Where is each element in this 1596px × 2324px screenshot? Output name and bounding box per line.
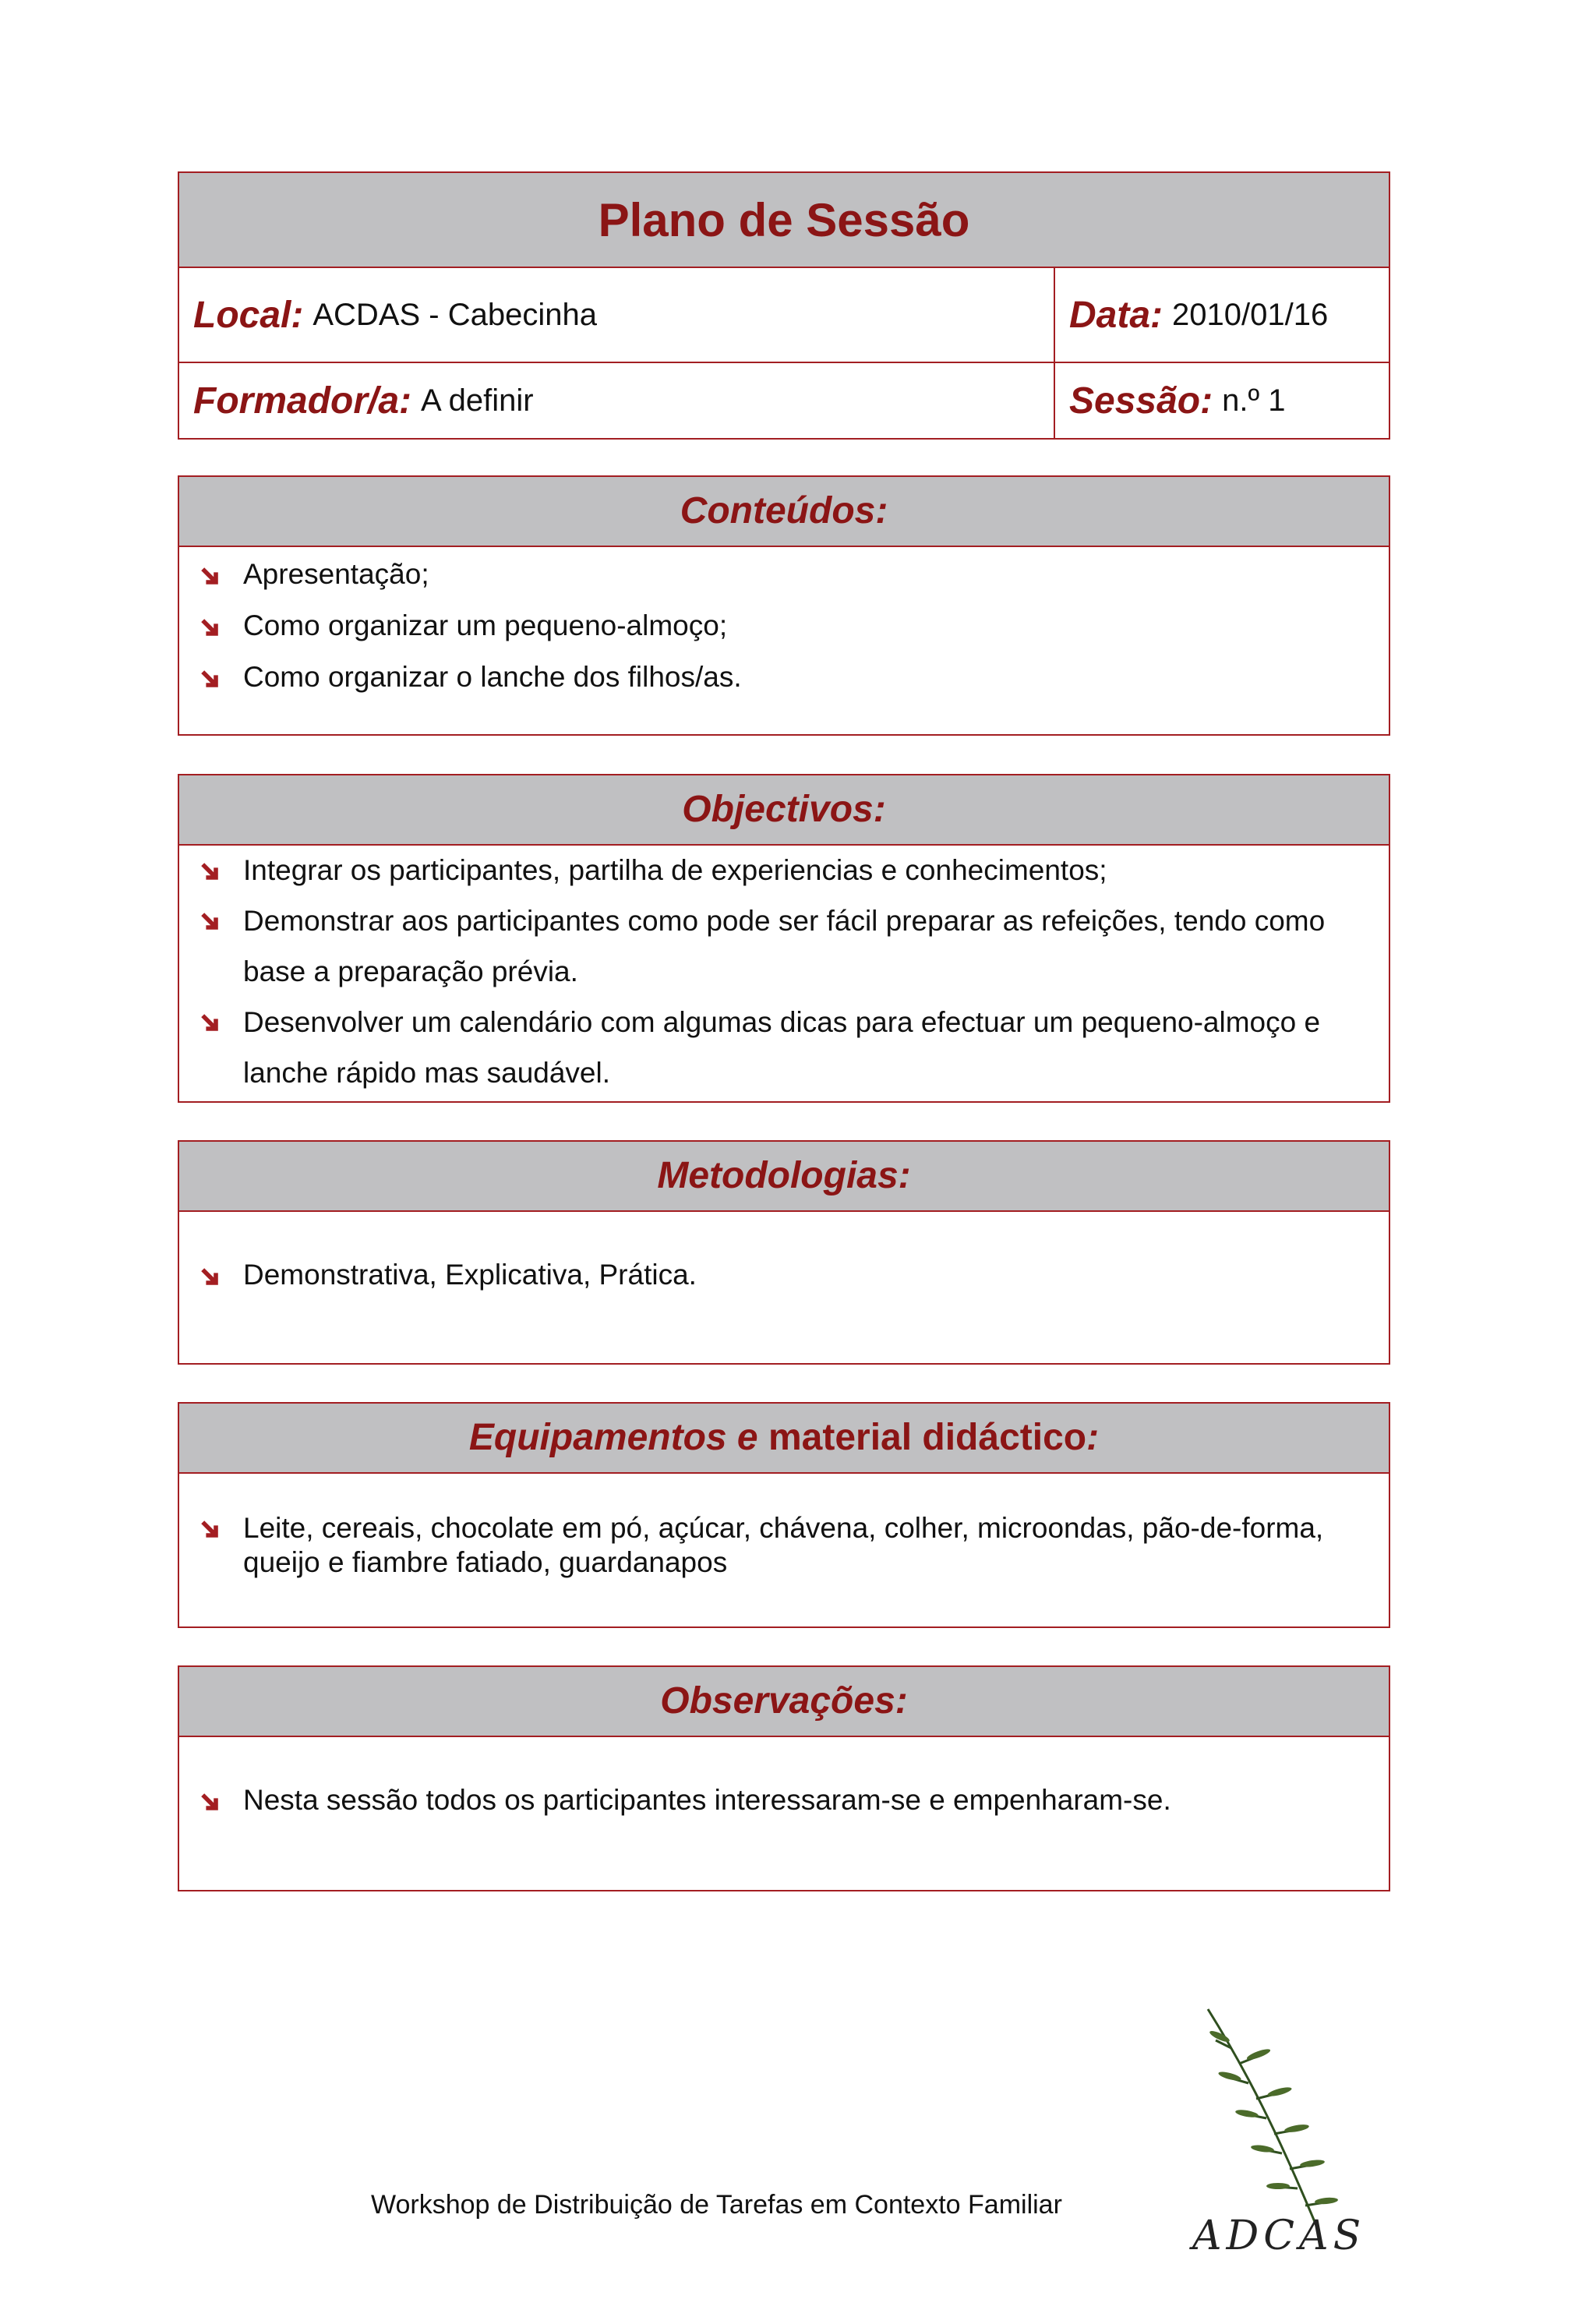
sessao-value: n.º 1 bbox=[1222, 383, 1286, 418]
objectivos-list bbox=[179, 846, 1389, 1098]
arrow-down-right-icon bbox=[200, 1792, 221, 1814]
session-header-table bbox=[178, 171, 1390, 440]
equipamentos-list bbox=[179, 1474, 1389, 1580]
data-label: Data: bbox=[1069, 294, 1163, 336]
logo-text: ADCAS bbox=[1192, 2213, 1366, 2259]
arrow-down-right-icon bbox=[200, 1519, 221, 1541]
sessao-cell bbox=[1055, 363, 1389, 438]
rosemary-branch-icon bbox=[1185, 2001, 1372, 2263]
arrow-down-right-icon bbox=[200, 1012, 221, 1034]
equipamentos-title: Equipamentos e material didáctico: bbox=[179, 1404, 1389, 1474]
list-item: Como organizar o lanche dos filhos/as. bbox=[179, 652, 1389, 703]
list-item: Integrar os participantes, partilha de experiencias e conhecimentos; bbox=[179, 846, 1358, 895]
data-cell bbox=[1055, 268, 1389, 362]
list-item: Leite, cereais, chocolate em pó, açúcar, chávena, colher, microondas, pão-de-forma, queijo e fiambre fatiado, guardanapos bbox=[179, 1511, 1358, 1580]
observacoes-section bbox=[178, 1665, 1390, 1891]
list-item: Nesta sessão todos os participantes interessaram-se e empenharam-se. bbox=[179, 1775, 1389, 1826]
arrow-down-right-icon bbox=[200, 911, 221, 933]
local-label: Local: bbox=[193, 294, 304, 336]
footer-text: Workshop de Distribuição de Tarefas em Contexto Familiar bbox=[371, 2190, 1062, 2220]
page-title: Plano de Sessão bbox=[179, 173, 1389, 268]
list-item: Apresentação; bbox=[179, 549, 1389, 600]
conteudos-list bbox=[179, 547, 1389, 703]
formador-value: A definir bbox=[421, 383, 534, 418]
formador-label: Formador/a: bbox=[193, 380, 412, 422]
local-cell bbox=[179, 268, 1055, 362]
conteudos-section bbox=[178, 475, 1390, 736]
arrow-down-right-icon bbox=[200, 1266, 221, 1288]
observacoes-title: Observações: bbox=[179, 1667, 1389, 1737]
conteudos-title: Conteúdos: bbox=[179, 477, 1389, 547]
objectivos-title: Objectivos: bbox=[179, 775, 1389, 846]
metodologias-list bbox=[179, 1212, 1389, 1301]
sessao-label: Sessão: bbox=[1069, 380, 1213, 422]
adcas-logo bbox=[1185, 2001, 1372, 2263]
list-item: Desenvolver um calendário com algumas dicas para efectuar um pequeno-almoço e lanche rápido mas saudável. bbox=[179, 997, 1358, 1098]
metodologias-title: Metodologias: bbox=[179, 1142, 1389, 1212]
arrow-down-right-icon bbox=[200, 566, 221, 588]
arrow-down-right-icon bbox=[200, 617, 221, 639]
local-value: ACDAS - Cabecinha bbox=[312, 297, 597, 332]
equipamentos-section bbox=[178, 1402, 1390, 1628]
arrow-down-right-icon bbox=[200, 669, 221, 690]
metodologias-section bbox=[178, 1140, 1390, 1365]
observacoes-list bbox=[179, 1737, 1389, 1826]
formador-cell bbox=[179, 363, 1055, 438]
list-item: Como organizar um pequeno-almoço; bbox=[179, 600, 1389, 652]
objectivos-section bbox=[178, 774, 1390, 1103]
data-value: 2010/01/16 bbox=[1172, 297, 1329, 332]
list-item: Demonstrar aos participantes como pode ser fácil preparar as refeições, tendo como base a preparação prévia. bbox=[179, 895, 1358, 997]
list-item: Demonstrativa, Explicativa, Prática. bbox=[179, 1249, 1389, 1301]
arrow-down-right-icon bbox=[200, 861, 221, 883]
